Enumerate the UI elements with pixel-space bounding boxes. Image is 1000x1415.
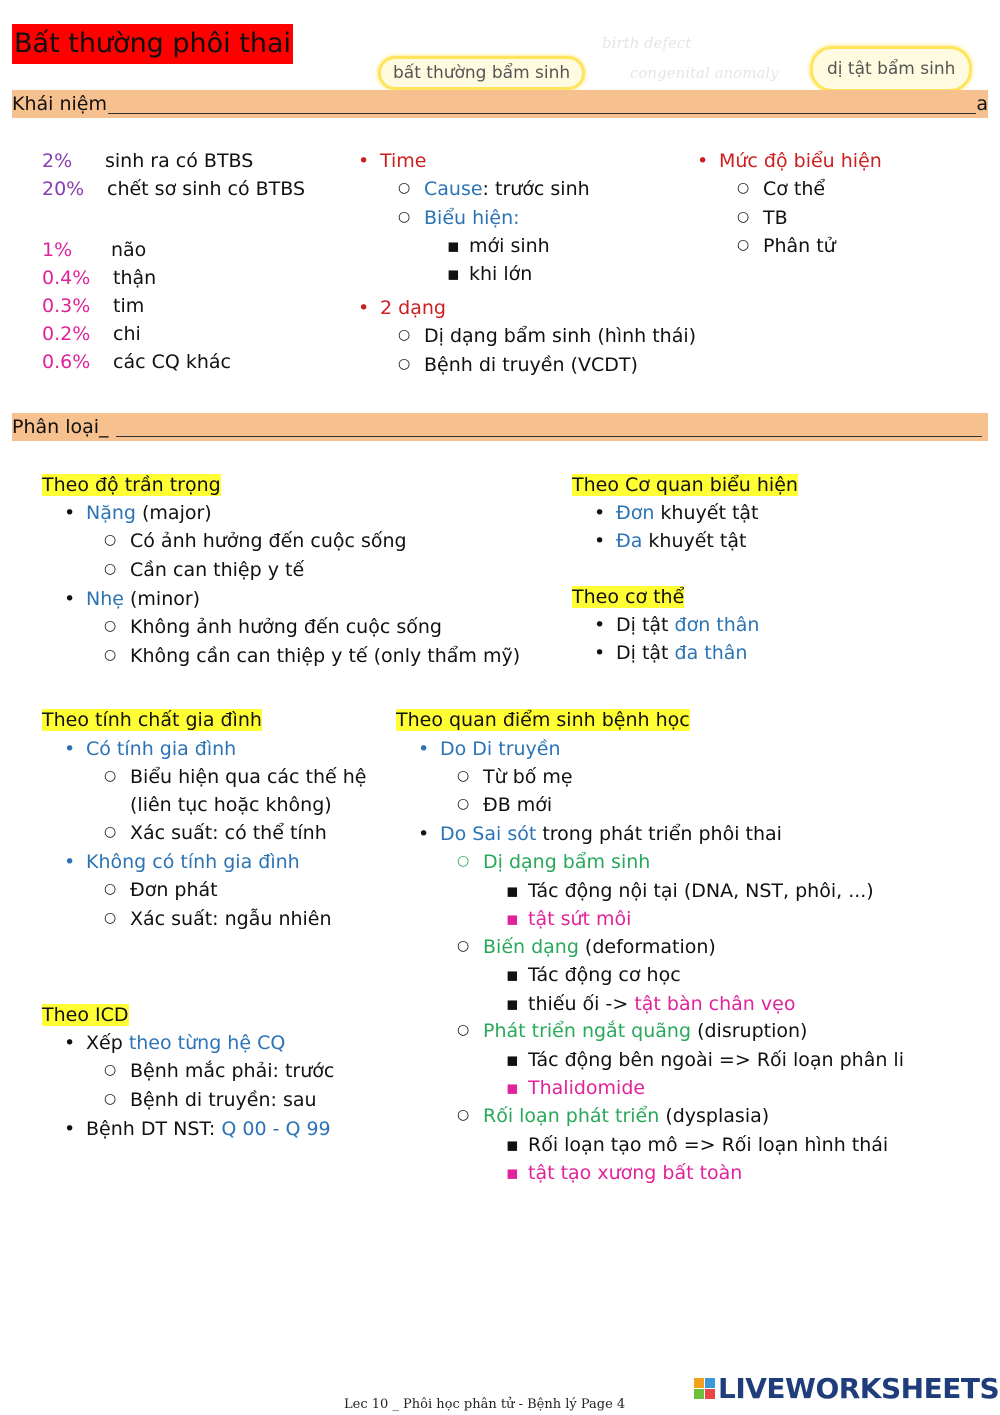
body-item-prefix: Dị tật (616, 614, 675, 636)
expression-subitem: ▪ mới sinh (469, 235, 550, 257)
pathogenesis-heading: Theo quan điểm sinh bệnh học (396, 709, 690, 731)
cause-item (424, 178, 590, 200)
cause-label: Cause (424, 178, 483, 200)
forms-bullet: • 2 dạng (380, 297, 446, 319)
genetic-subitem: ○ ĐB mới (483, 794, 552, 816)
icd-sort-item (86, 1032, 285, 1054)
body-item (616, 642, 747, 664)
deformation-example-item (528, 993, 795, 1015)
minor-item (86, 588, 200, 610)
family-no-subitem: ○ Đơn phát (130, 879, 218, 901)
liveworksheets-logo[interactable]: LIVEWORKSHEETS (718, 1372, 1000, 1405)
organ-text: chi (113, 323, 141, 345)
deformation-prefix: thiếu ối -> (528, 993, 635, 1015)
error-label: Do Sai sót (440, 823, 537, 845)
family-yes: • Có tính gia đình (86, 738, 236, 760)
icd-nst-colored: Q 00 - Q 99 (221, 1118, 331, 1140)
disruption-item (483, 1020, 807, 1042)
disruption-example: ▪ Thalidomide (528, 1077, 645, 1099)
icd-nst-item (86, 1118, 331, 1140)
malformation-subitem: ▪ Tác động nội tại (DNA, NST, phôi, ...) (528, 880, 874, 902)
deformation-example: tật bàn chân vẹo (634, 993, 796, 1015)
family-no: • Không có tính gia đình (86, 851, 300, 873)
classification-band (12, 413, 988, 441)
organ-text: tim (113, 295, 145, 317)
time-bullet: • Time (380, 150, 427, 172)
disruption-label: Phát triển ngắt quãng (483, 1020, 692, 1042)
stat-text: sinh ra có BTBS (105, 150, 254, 172)
page-title: Bất thường phôi thai (12, 24, 293, 64)
body-item (616, 614, 759, 636)
severity-heading: Theo độ trần trọng (42, 474, 221, 496)
minor-subitem: ○ Không cần can thiệp y tế (only thẩm mỹ) (130, 645, 520, 667)
icd-sort-colored: theo từng hệ CQ (128, 1032, 286, 1054)
family-no-subitem: ○ Xác suất: ngẫu nhiên (130, 908, 332, 930)
organ-item-colored: Đơn (616, 502, 655, 524)
classification-band-label: Phân loại_ (12, 416, 109, 438)
organ-item-colored: Đa (616, 530, 643, 552)
body-item-prefix: Dị tật (616, 642, 675, 664)
liveworksheets-logo-icon (694, 1378, 716, 1400)
malformation-example: ▪ tật sứt môi (528, 908, 631, 930)
minor-subitem: ○ Không ảnh hưởng đến cuộc sống (130, 616, 442, 638)
levels-item: ○ Phân tử (763, 235, 836, 257)
organ-pct: 0.2% (42, 323, 91, 345)
deformation-label: Biến dạng (483, 936, 579, 958)
levels-bullet: • Mức độ biểu hiện (719, 150, 882, 172)
dysplasia-example: ▪ tật tạo xương bất toàn (528, 1162, 742, 1184)
family-yes-subitem-cont: (liên tục hoặc không) (130, 794, 332, 816)
icd-sort-subitem: ○ Bệnh mắc phải: trước (130, 1060, 334, 1082)
disruption-rest: (disruption) (691, 1020, 808, 1042)
disruption-subitem: ▪ Tác động bên ngoài => Rối loạn phân li (528, 1049, 904, 1071)
malformation-item: ○ Dị dạng bẩm sinh (483, 851, 650, 873)
deformation-item (483, 936, 716, 958)
expression-label: Biểu hiện (424, 207, 514, 229)
organ-pct: 0.6% (42, 351, 91, 373)
major-text: (major) (135, 502, 212, 524)
organ-pct: 0.4% (42, 267, 91, 289)
minor-text: (minor) (123, 588, 201, 610)
page-footer: Lec 10 _ Phôi học phân tử - Bệnh lý Page 4 (344, 1397, 626, 1412)
levels-item: ○ TB (763, 207, 788, 229)
congenital-anomaly-note: congenital anomaly (630, 64, 779, 82)
expression-colon: : (513, 207, 520, 229)
deformation-subitem: ▪ Tác động cơ học (528, 964, 681, 986)
icd-heading: Theo ICD (42, 1004, 129, 1026)
body-item-colored: đơn thân (674, 614, 760, 636)
levels-item: ○ Cơ thể (763, 178, 825, 200)
congenital-abnormality-bubble: bất thường bẩm sinh (378, 56, 585, 90)
concept-band-end: a (976, 93, 988, 115)
error-rest: trong phát triển phôi thai (536, 823, 782, 845)
body-item-colored: đa thân (674, 642, 748, 664)
concept-band (12, 90, 988, 118)
organ-heading: Theo Cơ quan biểu hiện (572, 474, 798, 496)
forms-item: ○ Bệnh di truyền (VCDT) (424, 354, 638, 376)
stat-pct: 20% (42, 178, 85, 200)
major-subitem: ○ Có ảnh hưởng đến cuộc sống (130, 530, 407, 552)
icd-sort-prefix: Xếp (86, 1032, 129, 1054)
organ-text: thận (113, 267, 157, 289)
organ-item (616, 502, 758, 524)
birth-defect-bubble: dị tật bẩm sinh (810, 46, 972, 92)
birth-defect-note: birth defect (602, 34, 692, 52)
icd-sort-subitem: ○ Bệnh di truyền: sau (130, 1089, 317, 1111)
stat-text: chết sơ sinh có BTBS (107, 178, 306, 200)
family-heading: Theo tính chất gia đình (42, 709, 262, 731)
organ-item-rest: khuyết tật (642, 530, 747, 552)
concept-band-rule (108, 113, 976, 114)
expression-item (424, 207, 520, 229)
organ-text: não (111, 239, 147, 261)
expression-subitem: ▪ khi lớn (469, 263, 532, 285)
major-item (86, 502, 212, 524)
organ-item (616, 530, 746, 552)
family-yes-subitem: ○ Biểu hiện qua các thế hệ (130, 766, 367, 788)
dysplasia-item (483, 1105, 769, 1127)
organ-item-rest: khuyết tật (654, 502, 759, 524)
major-subitem: ○ Cần can thiệp y tế (130, 559, 304, 581)
error-item (440, 823, 782, 845)
concept-band-label: Khái niệm (12, 93, 107, 115)
stat-pct: 2% (42, 150, 73, 172)
major-label: Nặng (86, 502, 136, 524)
dysplasia-label: Rối loạn phát triển (483, 1105, 660, 1127)
genetic-subitem: ○ Từ bố mẹ (483, 766, 573, 788)
deformation-rest: (deformation) (578, 936, 716, 958)
organ-text: các CQ khác (113, 351, 231, 373)
family-yes-subitem: ○ Xác suất: có thể tính (130, 822, 327, 844)
cause-text: : trước sinh (482, 178, 590, 200)
dysplasia-subitem: ▪ Rối loạn tạo mô => Rối loạn hình thái (528, 1134, 888, 1156)
icd-nst-prefix: Bệnh DT NST: (86, 1118, 222, 1140)
body-heading: Theo cơ thể (572, 586, 685, 608)
genetic-item: • Do Di truyền (440, 738, 561, 760)
organ-pct: 1% (42, 239, 73, 261)
minor-label: Nhẹ (86, 588, 124, 610)
dysplasia-rest: (dysplasia) (659, 1105, 770, 1127)
classification-band-rule (116, 436, 982, 437)
organ-pct: 0.3% (42, 295, 91, 317)
forms-item: ○ Dị dạng bẩm sinh (hình thái) (424, 325, 696, 347)
